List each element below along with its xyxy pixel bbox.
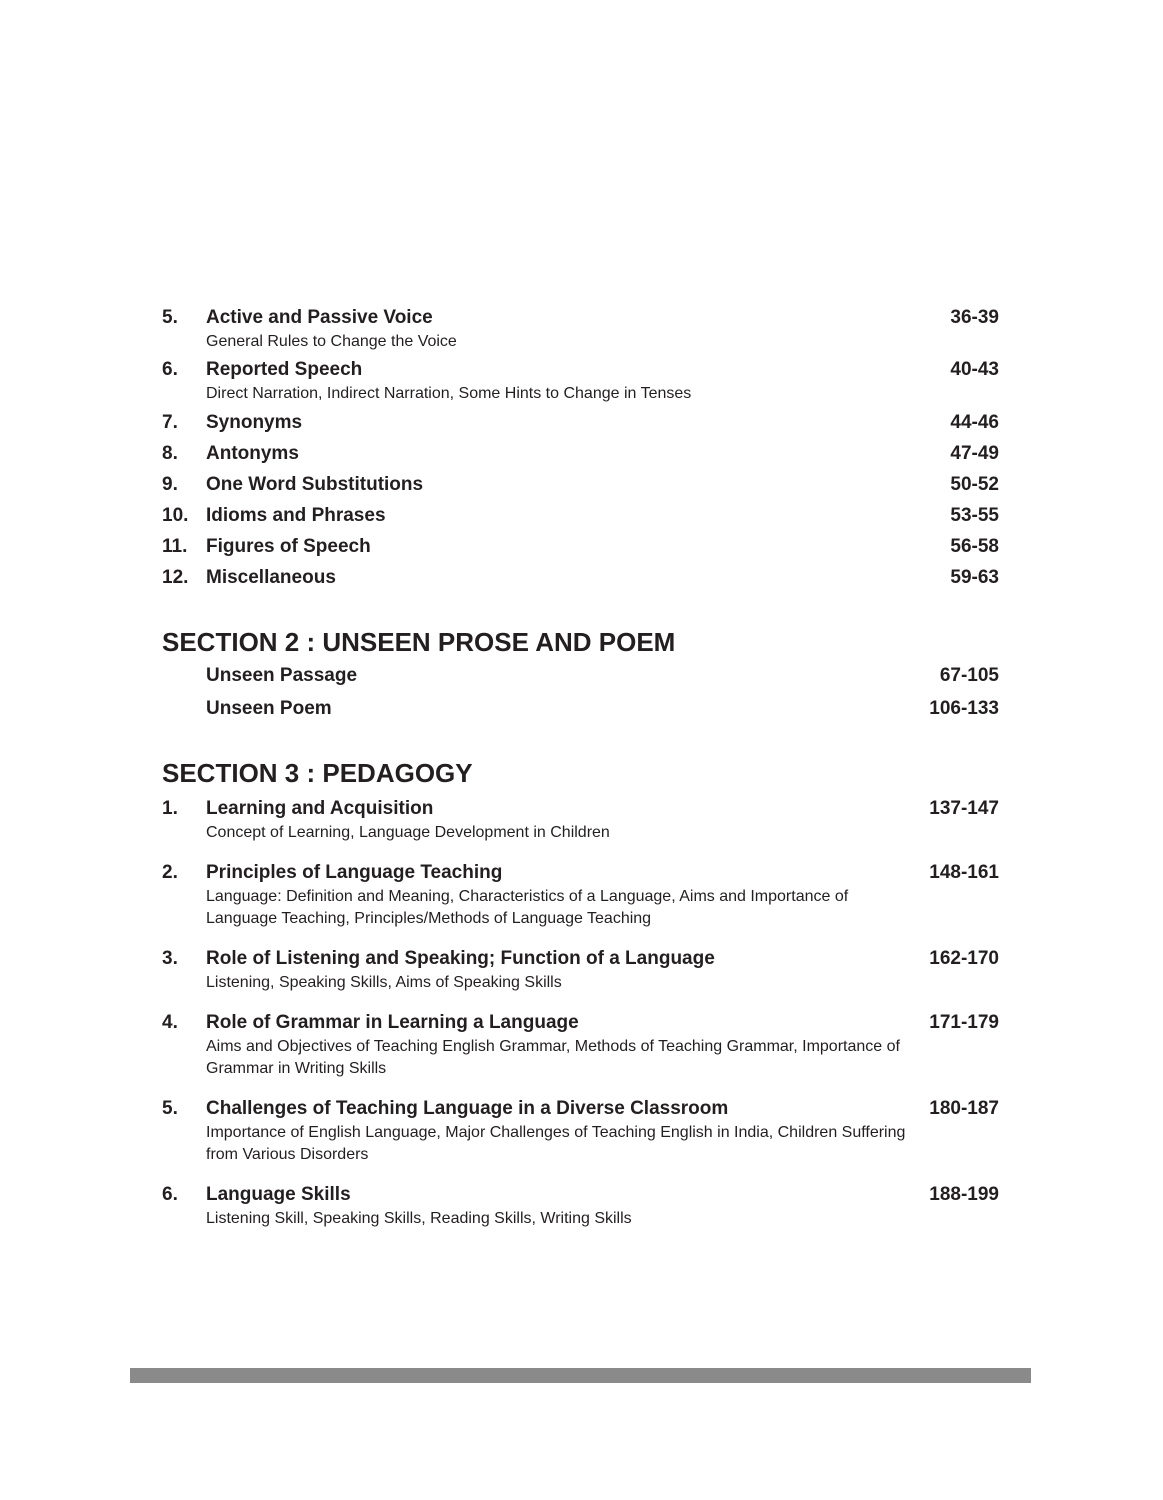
toc-entry[interactable] — [162, 1096, 999, 1166]
entry-subtopics: Listening Skill, Speaking Skills, Reading Skills, Writing Skills — [206, 1210, 632, 1227]
section-heading: SECTION 2 : UNSEEN PROSE AND POEM — [162, 627, 676, 657]
entry-pages: 59-63 — [950, 567, 999, 588]
entry-number: 5. — [162, 307, 178, 328]
toc-entry[interactable] — [162, 503, 999, 529]
toc-entry[interactable] — [162, 663, 999, 689]
toc-entry[interactable] — [162, 534, 999, 560]
toc-entry[interactable] — [162, 357, 999, 405]
table-of-contents — [162, 305, 999, 1230]
entry-pages: 47-49 — [950, 443, 999, 464]
entry-number: 9. — [162, 474, 178, 495]
entry-title: Miscellaneous — [206, 567, 336, 588]
entry-title: One Word Substitutions — [206, 474, 424, 495]
entry-subtopics: Direct Narration, Indirect Narration, Some Hints to Change in Tenses — [206, 385, 692, 402]
toc-entry[interactable] — [162, 441, 999, 467]
footer-bar — [130, 1368, 1031, 1383]
entry-pages: 44-46 — [950, 412, 999, 433]
entry-number: 12. — [162, 567, 189, 588]
entry-pages: 148-161 — [929, 862, 999, 883]
entry-title: Unseen Passage — [206, 665, 358, 686]
toc-entry[interactable] — [162, 796, 999, 844]
toc-entry[interactable] — [162, 565, 999, 591]
entry-title: Reported Speech — [206, 359, 363, 380]
entry-pages: 56-58 — [950, 536, 999, 557]
entry-pages: 137-147 — [929, 798, 999, 819]
toc-entry[interactable] — [162, 1182, 999, 1230]
toc-entry[interactable] — [162, 946, 999, 994]
entry-title: Language Skills — [206, 1184, 351, 1205]
entry-pages: 171-179 — [929, 1012, 999, 1033]
entry-number: 6. — [162, 359, 178, 380]
entry-pages: 180-187 — [929, 1098, 999, 1119]
entry-number: 5. — [162, 1098, 178, 1119]
entry-title: Unseen Poem — [206, 698, 332, 719]
entry-title: Role of Listening and Speaking; Function of a Language — [206, 948, 715, 969]
entry-pages: 162-170 — [929, 948, 999, 969]
entry-number: 8. — [162, 443, 178, 464]
entry-subtopics: Concept of Learning, Language Development in Children — [206, 824, 610, 841]
entry-number: 7. — [162, 412, 178, 433]
toc-entry[interactable] — [162, 472, 999, 498]
entry-number: 1. — [162, 798, 178, 819]
entry-title: Synonyms — [206, 412, 303, 433]
entry-subtopics: Language: Definition and Meaning, Characteristics of a Language, Aims and Importance of Language Teaching, Principles/Methods of Language Teaching — [206, 888, 849, 927]
entry-number: 11. — [162, 536, 188, 557]
entry-title: Figures of Speech — [206, 536, 371, 557]
toc-entry[interactable] — [162, 696, 999, 722]
entry-pages: 106-133 — [929, 698, 999, 719]
section-heading: SECTION 3 : PEDAGOGY — [162, 758, 473, 788]
entry-subtopics: Aims and Objectives of Teaching English Grammar, Methods of Teaching Grammar, Importance of Grammar in Writing Skills — [206, 1038, 900, 1077]
entry-number: 3. — [162, 948, 178, 969]
toc-entry[interactable] — [162, 305, 999, 353]
entry-title: Principles of Language Teaching — [206, 862, 503, 883]
entry-title: Active and Passive Voice — [206, 307, 433, 328]
entry-number: 4. — [162, 1012, 178, 1033]
entry-pages: 67-105 — [939, 665, 999, 686]
entry-pages: 36-39 — [950, 307, 999, 328]
entry-pages: 188-199 — [929, 1184, 999, 1205]
entry-title: Learning and Acquisition — [206, 798, 434, 819]
entry-title: Role of Grammar in Learning a Language — [206, 1012, 579, 1033]
entry-number: 6. — [162, 1184, 178, 1205]
toc-entry[interactable] — [162, 410, 999, 436]
entry-number: 10. — [162, 505, 189, 526]
entry-subtopics: General Rules to Change the Voice — [206, 333, 457, 350]
entry-number: 2. — [162, 862, 178, 883]
entry-pages: 50-52 — [950, 474, 999, 495]
entry-title: Idioms and Phrases — [206, 505, 386, 526]
toc-entry[interactable] — [162, 860, 999, 930]
toc-entry[interactable] — [162, 1010, 999, 1080]
entry-pages: 40-43 — [950, 359, 999, 380]
entry-subtopics: Listening, Speaking Skills, Aims of Speaking Skills — [206, 974, 562, 991]
entry-subtopics: Importance of English Language, Major Challenges of Teaching English in India, Children Suffering from Various Disorders — [206, 1124, 906, 1163]
entry-pages: 53-55 — [950, 505, 999, 526]
entry-title: Antonyms — [206, 443, 299, 464]
entry-title: Challenges of Teaching Language in a Diverse Classroom — [206, 1098, 729, 1119]
